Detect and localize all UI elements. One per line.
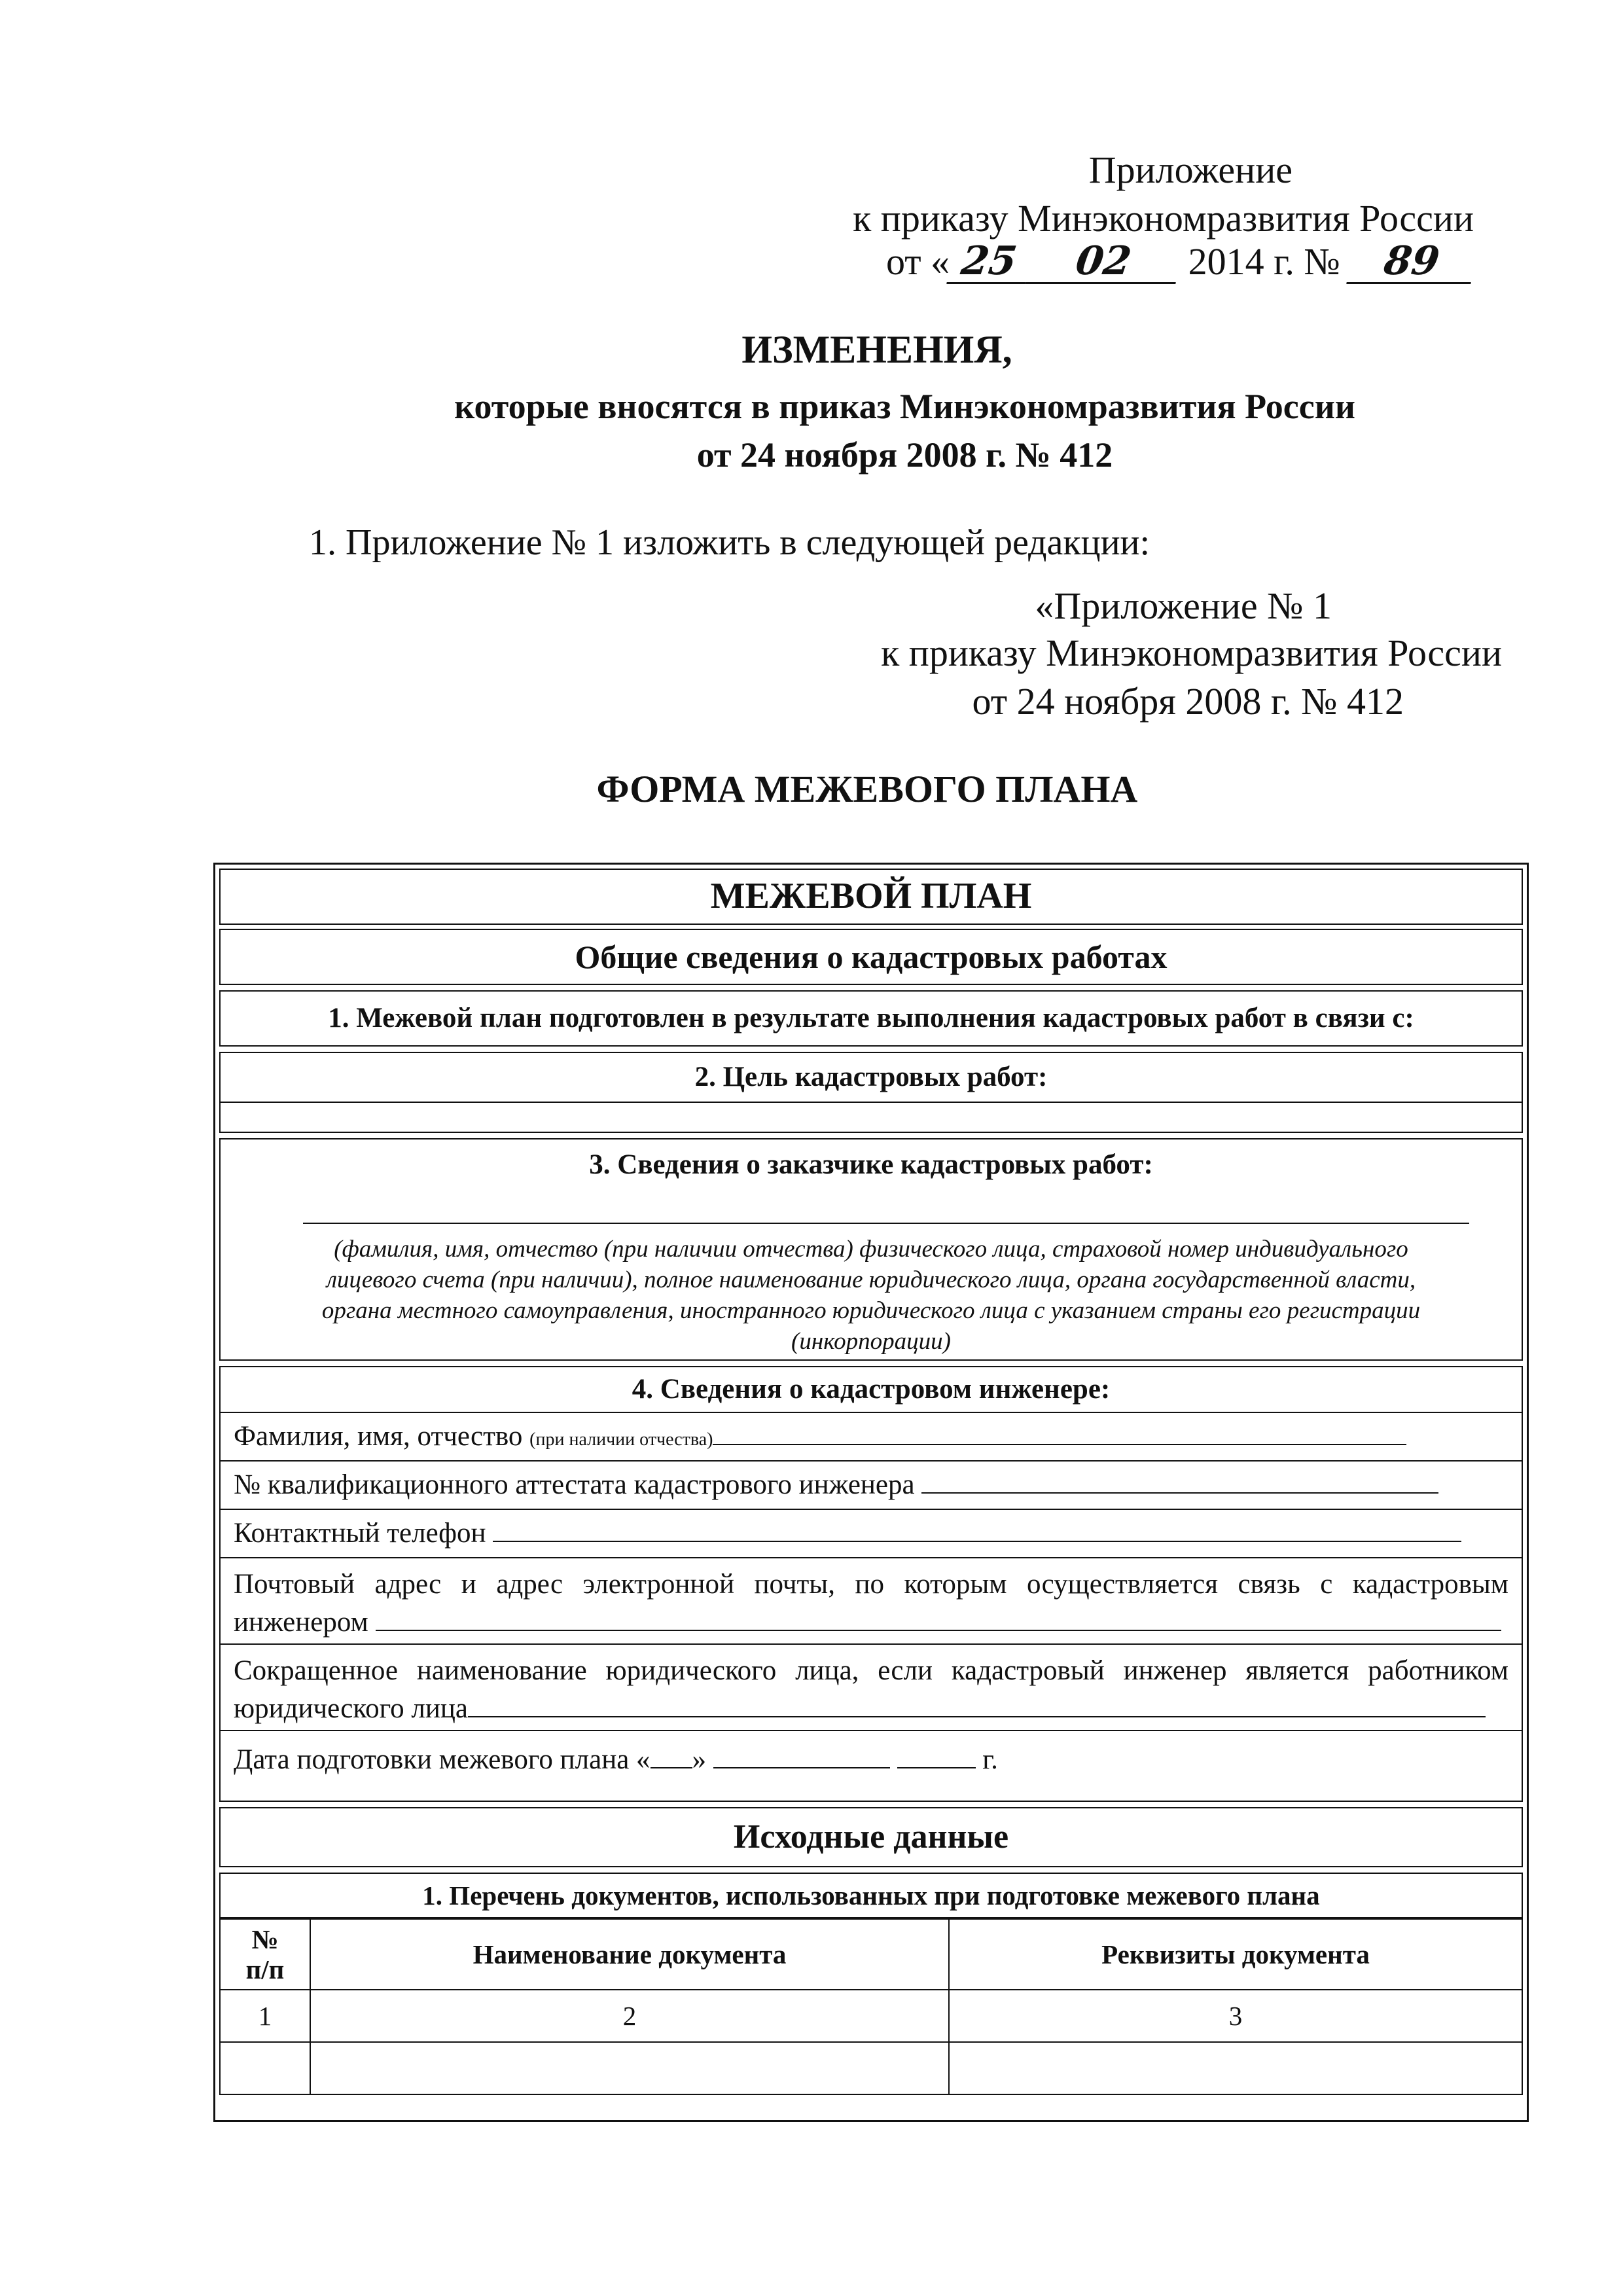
organization-field[interactable] [468, 1688, 1486, 1717]
documents-header-row [220, 1919, 1522, 1990]
source-data-heading: Исходные данные [219, 1807, 1523, 1867]
section-4-heading: 4. Сведения о кадастровом инженере: [221, 1367, 1522, 1413]
column-number-1: 1 [220, 1990, 310, 2042]
engineer-name-field[interactable] [713, 1416, 1406, 1445]
empty-cell[interactable] [220, 2042, 310, 2094]
handwritten-month: 02 [1025, 240, 1181, 284]
address-label-line2: инженером [234, 1607, 368, 1638]
preparation-day-field[interactable] [651, 1739, 692, 1768]
change-item-1: 1. Приложение № 1 изложить в следующей редакции: [309, 522, 1150, 563]
form-title: ФОРМА МЕЖЕВОГО ПЛАНА [596, 768, 1138, 810]
preparation-date-label: Дата подготовки межевого плана « [234, 1744, 651, 1775]
table-row [220, 2042, 1522, 2094]
table-row [220, 1990, 1522, 2042]
section-2-empty-row [221, 1103, 1522, 1132]
customer-note [221, 1234, 1522, 1357]
boundary-plan-form [213, 863, 1529, 2122]
preparation-date-close-quote: » [692, 1744, 707, 1775]
col-document-details-header: Реквизиты документа [949, 1919, 1522, 1990]
customer-note-line3: органа местного самоуправления, иностранного юридического лица с указанием страны его регистрации [321, 1297, 1421, 1324]
col-number-abbr: п/п [245, 1954, 285, 1984]
section-4 [219, 1366, 1523, 1802]
documents-table [219, 1918, 1523, 2095]
appendix1-label: «Приложение № 1 [1035, 584, 1332, 627]
phone-row [221, 1510, 1522, 1558]
column-number-3: 3 [949, 1990, 1522, 2042]
section-3 [219, 1138, 1523, 1361]
empty-cell[interactable] [949, 2042, 1522, 2094]
engineer-name-row [221, 1413, 1522, 1462]
col-number-header [220, 1919, 310, 1990]
form-header: МЕЖЕВОЙ ПЛАН [219, 869, 1523, 925]
empty-cell[interactable] [310, 2042, 949, 2094]
appendix1-order: к приказу Минэкономразвития России [881, 632, 1502, 674]
certificate-row [221, 1462, 1522, 1510]
organization-row [221, 1645, 1522, 1731]
certificate-label: № квалификационного аттестата кадастрового инженера [234, 1469, 915, 1500]
order-date-line [886, 237, 1475, 287]
address-label-line1: Почтовый адрес и адрес электронной почты, по которым осуществляется связь с кадастровым [234, 1569, 1508, 1600]
year-and-number-label: 2014 г. № [1188, 240, 1340, 283]
customer-note-line4: (инкорпорации) [791, 1328, 951, 1355]
preparation-date-row [221, 1731, 1522, 1801]
section-2-heading: 2. Цель кадастровых работ: [221, 1053, 1522, 1103]
phone-label: Контактный телефон [234, 1518, 486, 1549]
engineer-name-label: Фамилия, имя, отчество [234, 1421, 523, 1452]
address-field[interactable] [376, 1602, 1501, 1631]
documents-heading: 1. Перечень документов, использованных при подготовке межевого плана [219, 1873, 1523, 1918]
section-2 [219, 1052, 1523, 1133]
column-number-2: 2 [310, 1990, 949, 2042]
organization-label-line2: юридического лица [234, 1693, 468, 1724]
appendix-label: Приложение [1088, 149, 1293, 191]
organization-label-line1: Сокращенное наименование юридического лица, если кадастровый инженер является работником [234, 1655, 1508, 1686]
changes-subtitle-line1: которые вносятся в приказ Минэкономразвития России [454, 387, 1355, 426]
preparation-year-field[interactable] [897, 1739, 976, 1768]
section-3-heading: 3. Сведения о заказчике кадастровых работ: [589, 1149, 1153, 1180]
appendix1-date: от 24 ноября 2008 г. № 412 [972, 680, 1404, 723]
customer-note-line1: (фамилия, имя, отчество (при наличии отчества) физического лица, страховой номер индивидуального [334, 1236, 1408, 1263]
preparation-year-label: г. [982, 1744, 998, 1775]
phone-field[interactable] [493, 1513, 1461, 1542]
preparation-month-field[interactable] [713, 1739, 890, 1768]
address-row [221, 1558, 1522, 1645]
col-document-name-header: Наименование документа [310, 1919, 949, 1990]
engineer-name-hint: (при наличии отчества) [529, 1429, 713, 1450]
changes-subtitle-line2: от 24 ноября 2008 г. № 412 [696, 435, 1113, 475]
order-reference: к приказу Минэкономразвития России [853, 197, 1474, 240]
general-info-heading: Общие сведения о кадастровых работах [219, 929, 1523, 985]
changes-title: ИЗМЕНЕНИЯ, [741, 328, 1012, 371]
customer-input-line[interactable] [303, 1223, 1469, 1224]
handwritten-number: 89 [1346, 240, 1476, 284]
customer-note-line2: лицевого счета (при наличии), полное наименование юридического лица, органа государственной власти, [326, 1266, 1416, 1293]
handwritten-day: 25 [946, 240, 1031, 284]
date-prefix: от « [886, 240, 950, 283]
section-1-heading: 1. Межевой план подготовлен в результате выполнения кадастровых работ в связи с: [219, 990, 1523, 1047]
col-number-symbol: № [251, 1924, 279, 1954]
certificate-field[interactable] [921, 1464, 1438, 1494]
